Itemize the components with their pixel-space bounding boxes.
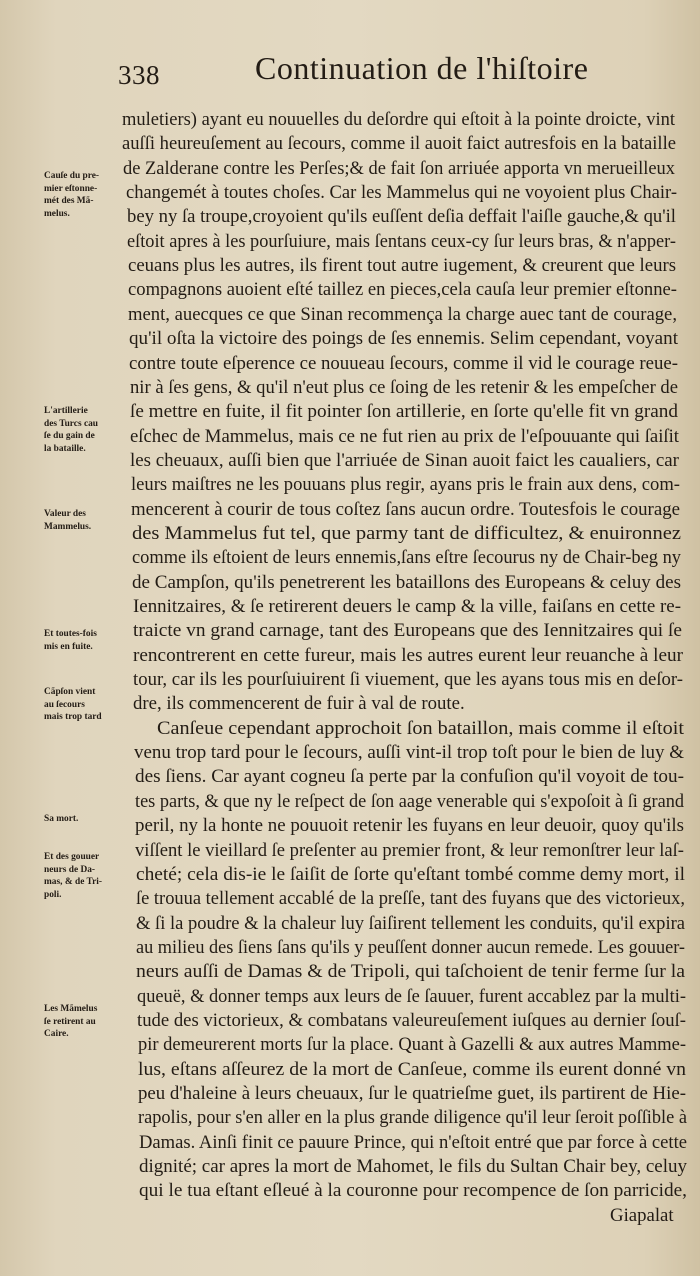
text-line: mencerent à courir de tous coſtez ſans aucun ordre. Toutesfois le courage	[131, 499, 680, 520]
text-line: des ſiens. Car ayant cogneu ſa perte par la confuſion qu'il voyoit de tou-	[135, 766, 684, 787]
margin-note-line: L'artillerie	[44, 405, 88, 416]
text-line: peu d'haleine à leurs cheuaux, ſur le quatrieſme guet, ils partirent de Hie-	[138, 1083, 686, 1104]
margin-note-line: Valeur des	[44, 508, 86, 519]
text-line: muletiers) ayant eu nouuelles du deſordre qui eſtoit à la pointe droicte, vint	[122, 109, 675, 130]
margin-note-line: mét des Mã-	[44, 195, 94, 206]
text-line: nir à ſes gens, & qu'il n'eut plus ce ſoing de les retenir & les empeſcher de	[130, 377, 678, 398]
text-line: changemét à toutes choſes. Car les Mammelus qui ne voyoient plus Chair-	[126, 182, 677, 203]
margin-note	[44, 628, 132, 653]
text-line: venu trop tard pour le ſecours, auſſi vint-il trop toſt pour le bien de luy &	[134, 742, 684, 763]
text-line: pir demeurerent morts ſur la place. Quant à Gazelli & aux autres Mamme-	[138, 1034, 686, 1055]
text-line: ſe mettre en fuite, il fit pointer ſon artillerie, en ſorte qu'elle fit vn grand	[130, 401, 678, 422]
margin-note-line: Et des gouuer	[44, 851, 100, 862]
text-line: peril, ny la honte ne pouuoit retenir les fuyans en leur deuoir, quoy qu'ils	[135, 815, 684, 836]
text-line: cheté; cela dis-ie le ſaiſit de ſorte qu'eſtant tombé comme demy mort, il	[136, 864, 685, 885]
text-line: neurs auſſi de Damas & de Tripoli, qui taſchoient de tenir ferme ſur la	[136, 961, 685, 982]
text-line: Giapalat	[610, 1205, 674, 1226]
margin-note-line: ſe retirent au	[44, 1015, 96, 1027]
text-line: Iennitzaires, & ſe retirerent deuers le camp & la ville, faiſans en cette re-	[133, 596, 681, 617]
text-line: Canſeue cependant approchoit ſon bataillon, mais comme il eſtoit	[157, 718, 684, 739]
margin-note-line: Les Mãmelus	[44, 1003, 98, 1014]
text-line: ceuans plus les autres, ils firent tout autre iugement, & creurent que leurs	[128, 255, 676, 276]
text-line: dignité; car apres la mort de Mahomet, le fils du Sultan Chair bey, celuy	[139, 1156, 687, 1177]
margin-note-line: neurs de Da-	[44, 863, 96, 875]
text-line: queuë, & donner temps aux leurs de ſe ſauuer, furent accablez par la multi-	[137, 986, 686, 1007]
text-line: bey ny ſa troupe,croyoient qu'ils euſſent deſia deffait l'aiſle gauche,& qu'il	[127, 206, 676, 227]
text-line: tour, car ils les pourſuiuirent ſi viuement, que les ayans tous mis en deſor-	[133, 669, 683, 690]
margin-note	[44, 508, 132, 533]
margin-note	[44, 170, 132, 220]
text-line: les cheuaux, auſſi bien que l'arriuée de Sinan auoit faict les caualiers, car	[130, 450, 679, 471]
margin-note-line: la bataille.	[44, 442, 86, 454]
margin-note-line: Caire.	[44, 1028, 69, 1039]
text-line: viſſent le vieillard ſe preſenter au premier front, & leur remonſtrer leur laſ-	[135, 840, 684, 861]
margin-note	[44, 851, 132, 901]
text-line: qui le tua eſtant eſleué à la couronne pour recompence de ſon parricide,	[139, 1180, 687, 1201]
text-line: comme ils eſtoient de leurs ennemis,ſans eſtre ſecourus ny de Chair-beg ny	[132, 547, 681, 568]
margin-note-line: Mammelus.	[44, 520, 92, 532]
text-line: eſtoit apres à les pourſuiure, mais ſentans ceux-cy ſur leurs bras, & n'apper-	[127, 231, 676, 252]
margin-note	[44, 813, 132, 826]
text-line: tude des victorieux, & combatans valeureuſement iuſques au dernier ſouſ-	[137, 1010, 686, 1031]
text-line: rapolis, pour s'en aller en la plus grande diligence qu'il leur ſeroit poſſible à	[138, 1107, 687, 1128]
margin-note-line: Et toutes-fois	[44, 628, 97, 639]
text-line: Damas. Ainſi finit ce pauure Prince, qui n'eſtoit entré que par force à cette	[139, 1132, 687, 1153]
text-line: lus, eſtans aſſeurez de la mort de Canſeue, comme ils eurent donné vn	[138, 1059, 686, 1080]
page-number: 338	[118, 60, 160, 90]
text-line: ment, auecques ce que Sinan recommença la charge auec tant de courage,	[128, 304, 677, 325]
margin-note	[44, 686, 132, 724]
text-line: tes parts, & que ny le reſpect de ſon aage venerable qui s'expoſoit à ſi grand	[135, 791, 684, 812]
text-line: & ſi la poudre & la chaleur luy ſaiſirent tellement les conduits, qu'il expira	[136, 913, 685, 934]
text-line: de Campſon, qu'ils penetrerent les bataillons des Europeans & celuy des	[132, 572, 681, 593]
margin-note-line: des Turcs cau	[44, 417, 99, 429]
margin-note-line: ſe du gain de	[44, 430, 95, 441]
margin-note-line: melus.	[44, 207, 70, 219]
margin-note-line: poli.	[44, 888, 62, 900]
margin-note-line: mier eſtonne-	[44, 182, 98, 194]
running-title: Continuation de l'hiſtoire	[255, 50, 589, 86]
text-line: traicte vn grand carnage, tant des Europeans que des Iennitzaires qui ſe	[133, 620, 682, 641]
margin-note-line: Cauſe du pre-	[44, 170, 100, 181]
margin-note-line: mais trop tard	[44, 711, 102, 722]
margin-note-line: au ſecours	[44, 698, 85, 710]
margin-note-line: mis en fuite.	[44, 640, 93, 652]
margin-note-line: Sa mort.	[44, 813, 79, 824]
text-line: rencontrerent en cette fureur, mais les autres eurent leur reuanche à leur	[133, 645, 683, 666]
margin-note	[44, 1003, 132, 1041]
text-line: ſe trouua tellement accablé de la preſſe, tant des fuyans que des victorieux,	[136, 888, 685, 909]
text-line: des Mammelus fut tel, que parmy tant de difficultez, & enuironnez	[132, 523, 681, 544]
text-line: leurs maiſtres ne les pouuans plus regir, ayans pris le frain aux dens, com-	[131, 474, 680, 495]
text-line: contre toute eſperence ce nouueau ſecours, comme il vid le courage reue-	[129, 353, 678, 374]
text-line: compagnons auoient eſté taillez en pieces,cela cauſa leur premier eſtonne-	[128, 279, 677, 300]
margin-note-line: mas, & de Tri-	[44, 876, 102, 887]
text-line: au milieu des ſiens ſans qu'ils y peuſſent donner aucun remede. Les gouuer-	[136, 937, 685, 958]
text-line: qu'il oſta la victoire des poings de ſes ennemis. Selim cependant, voyant	[129, 328, 678, 349]
margin-note-line: Cãpſon vient	[44, 686, 96, 697]
margin-note	[44, 405, 132, 455]
text-line: dre, ils commencerent de fuir à val de route.	[133, 693, 465, 714]
text-line: eſchec de Mammelus, mais ce ne fut rien au prix de l'eſpouuante qui ſaiſit	[130, 426, 679, 447]
text-line: de Zalderane contre les Perſes;& de fait ſon arriuée apporta vn merueilleux	[123, 158, 675, 179]
text-line: auſſi heureuſement au ſecours, comme il auoit faict autresfois en la bataille	[122, 133, 676, 154]
